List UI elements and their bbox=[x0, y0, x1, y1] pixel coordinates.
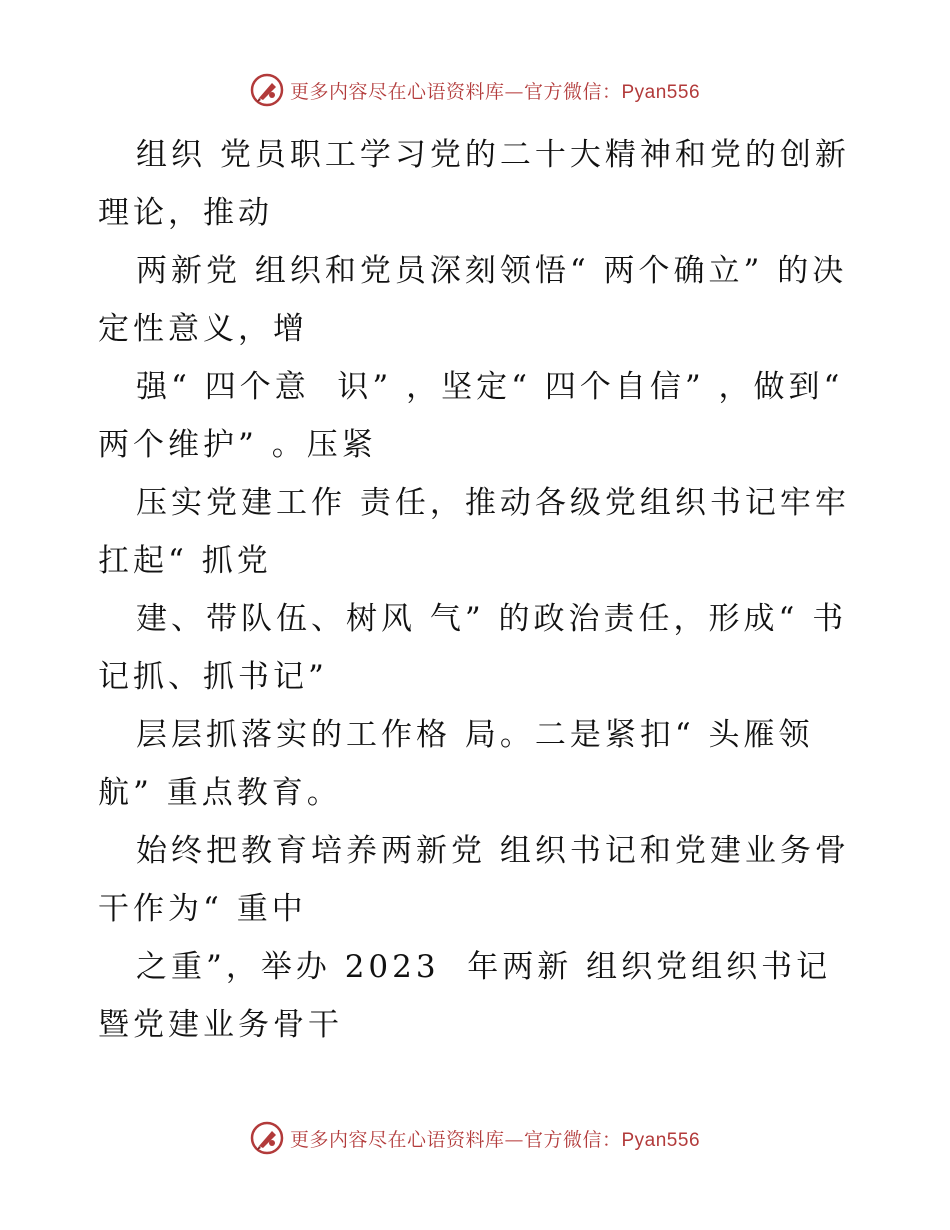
watermark-text bbox=[290, 1125, 700, 1152]
paragraph-2: 两新党 组织和党员深刻领悟“ 两个确立” 的决定性意义，增 bbox=[98, 253, 848, 347]
watermark-wechat-label: 官方微信： bbox=[523, 1128, 622, 1151]
watermark-wechat-label: 官方微信： bbox=[523, 80, 622, 103]
document-body bbox=[98, 126, 858, 1054]
watermark-separator: — bbox=[504, 80, 524, 103]
paragraph-3: 强“ 四个意 识” ，坚定“ 四个自信” ，做到“ 两个维护” 。压紧 bbox=[98, 369, 858, 463]
paragraph-5: 建、带队伍、树风 气” 的政治责任，形成“ 书记抓、抓书记” bbox=[98, 601, 848, 695]
watermark-separator: — bbox=[504, 1128, 524, 1151]
footer-watermark bbox=[0, 1118, 950, 1158]
watermark-brand: 更多内容尽在心语资料库 bbox=[289, 1128, 505, 1151]
pen-logo-icon bbox=[250, 1121, 284, 1155]
paragraph-1: 组织 党员职工学习党的二十大精神和党的创新理论，推动 bbox=[98, 137, 850, 231]
header-watermark bbox=[0, 70, 950, 110]
paragraph-4: 压实党建工作 责任，推动各级党组织书记牢牢扛起“ 抓党 bbox=[98, 485, 850, 579]
watermark-wechat-id: Pyan556 bbox=[621, 1129, 701, 1151]
watermark-brand: 更多内容尽在心语资料库 bbox=[289, 80, 505, 103]
pen-logo-icon bbox=[250, 73, 284, 107]
paragraph-6: 层层抓落实的工作格 局。二是紧扣“ 头雁领航” 重点教育。 bbox=[98, 717, 814, 811]
paragraph-7: 始终把教育培养两新党 组织书记和党建业务骨干作为“ 重中 bbox=[98, 833, 850, 927]
watermark-text bbox=[290, 77, 700, 104]
watermark-wechat-id: Pyan556 bbox=[621, 81, 701, 103]
paragraph-8: 之重”，举办 2023 年两新 组织党组织书记暨党建业务骨干 bbox=[98, 949, 832, 1043]
